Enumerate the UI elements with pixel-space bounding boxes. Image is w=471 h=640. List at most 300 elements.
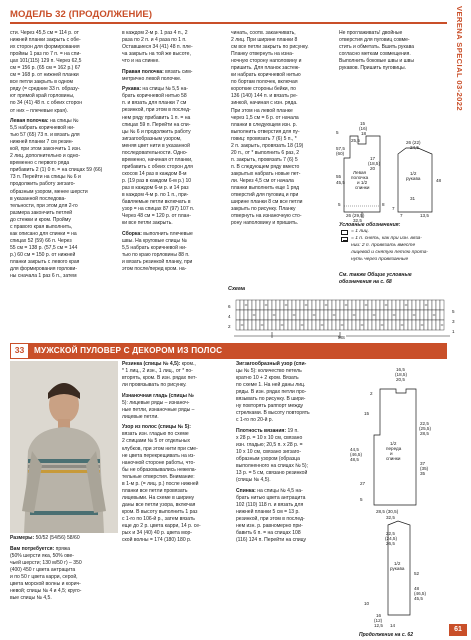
chart-cell	[412, 300, 416, 310]
chart-cell	[428, 320, 432, 330]
text-line: резинкой, при этом в послед-	[122, 107, 191, 114]
text-line: сти. Через 45,5 см = 114 р. от	[10, 30, 79, 36]
chart-cell	[432, 300, 436, 310]
chart-cell	[308, 320, 312, 330]
text-line: и вязать резинкой планку, при	[122, 258, 193, 265]
chart-cell	[356, 320, 360, 330]
chart-cell	[416, 310, 420, 320]
chart-cell	[368, 310, 372, 320]
text-line: (спицы № 4,5).	[236, 477, 271, 484]
chart-cell	[380, 300, 384, 310]
text-line: Вам потребуется: пряжа	[10, 545, 71, 552]
chart-cell	[352, 300, 356, 310]
chart-cell	[236, 320, 240, 330]
legend-item: нуть через провязанные	[351, 256, 409, 262]
text-line: рукавов. Пришить пуговицы.	[339, 65, 406, 72]
text-line: нижней планки 5 см = 13 р.	[236, 508, 300, 515]
text-line: (400) 450 г цвета антрацита	[10, 566, 76, 573]
chart-cell	[368, 320, 372, 330]
text-line: невой; спицы № 4 и 4,5; круго-	[10, 587, 82, 594]
chart-cell	[304, 310, 308, 320]
text-line: лицевые петли.	[122, 413, 159, 420]
legend-item: лицевой и снятую петлю прота-	[351, 249, 429, 255]
svg-text:44,5: 44,5	[350, 447, 359, 452]
chart-cell	[376, 320, 380, 330]
text-line: ну повторять раппорт между	[236, 403, 304, 410]
text-line: Спинка: на спицы № 4,5 на-	[236, 487, 303, 494]
chart-cell	[260, 310, 264, 320]
text-line: ской волны = 174 (180) 180 р.	[122, 537, 192, 544]
text-line: ширине планки 8 см все петли	[231, 199, 303, 206]
text-line: 2 п. закрыть, провязать 18 (19)	[231, 142, 304, 149]
text-line: планки в следующем изн. р.	[231, 121, 297, 128]
chart-cell	[276, 320, 280, 330]
chart-cell	[296, 320, 300, 330]
chart-cell	[344, 310, 348, 320]
svg-text:2: 2	[370, 391, 373, 396]
text-line: спицах 52 (59) 66 п. Через	[10, 237, 72, 244]
svg-text:и 1/2: и 1/2	[357, 180, 368, 185]
chart-cell	[344, 320, 348, 330]
chart-cell	[312, 300, 316, 310]
chart-cell	[336, 300, 340, 310]
chart-cell	[372, 300, 376, 310]
column-2-model-32	[122, 30, 225, 273]
text-line: в каждом 2-м р. 1 раз 4 п., 2	[122, 30, 188, 36]
chart-cell	[416, 320, 420, 330]
model-33-pattern-diagram	[350, 365, 447, 630]
chart-cell	[284, 320, 288, 330]
text-line: продолжить работу зигзаго-	[10, 181, 76, 188]
svg-text:48: 48	[414, 586, 420, 591]
chart-cell	[248, 300, 252, 310]
svg-text:15: 15	[360, 121, 366, 126]
text-line: этом после/перед кром. на-	[122, 266, 187, 272]
text-line: Рукава: на спицы № 5,5 на-	[122, 86, 188, 93]
text-line: Сборка: выполнить плечевые	[122, 230, 193, 237]
chart-cell	[384, 320, 388, 330]
svg-text:MS: MS	[338, 335, 345, 340]
svg-text:10: 10	[364, 601, 370, 606]
text-line: Изнаночная гладь (спицы №	[122, 392, 194, 399]
text-line: отверстия для пуговиц совме-	[339, 37, 410, 44]
chart-cell	[356, 300, 360, 310]
svg-text:(24,5): (24,5)	[385, 536, 398, 541]
svg-text:27: 27	[360, 481, 366, 486]
text-line: говиц: провязать 7 (6) 5 п., *	[231, 135, 297, 142]
chart-cell	[328, 320, 332, 330]
text-line: согласно меткам совмещения.	[339, 51, 411, 58]
knitting-chart-svg	[228, 294, 460, 340]
text-line: отвернуть на изнаночную сто-	[231, 213, 302, 220]
text-line: образным узором, менее шерсти	[10, 188, 88, 195]
chart-cell	[428, 310, 432, 320]
column-3-model-32	[231, 30, 334, 227]
text-line: рых и 34 (40) 40 р. цвета мор-	[122, 530, 192, 537]
text-line: Правая полочка: вязать сим-	[122, 68, 193, 75]
chart-cell	[396, 300, 400, 310]
text-line: тельные отверстия. Внимание:	[122, 473, 195, 480]
chart-cell	[244, 320, 248, 330]
text-line: Размеры: 50/52 (54/56) 58/60	[10, 535, 80, 541]
chart-cell	[264, 310, 268, 320]
text-line: узор = на спицах 87 (97) 107 п.	[122, 206, 195, 213]
chart-cell	[308, 310, 312, 320]
text-line: (116) 124 п. Перейти на спицу	[236, 537, 307, 544]
text-line: резинкой, при этом в послед-	[236, 515, 305, 522]
text-line: скосов 14 раз в каждом 8-м	[122, 170, 187, 177]
text-line: ряды. В изн. рядах петли про-	[236, 389, 307, 396]
text-line: Левая полочка: на спицы №	[10, 118, 79, 125]
magazine-side-label	[452, 6, 466, 116]
svg-text:1/2: 1/2	[394, 561, 401, 566]
text-line: 55 см = 138 р. (57,5 см = 144	[10, 244, 78, 251]
text-line: см = 156 р. (65 см = 162 р.) 67	[10, 65, 81, 72]
svg-text:52: 52	[414, 571, 420, 576]
svg-text:35: 35	[420, 471, 426, 476]
svg-text:рукава: рукава	[406, 176, 421, 181]
text-line: Оставшиеся 34 (41) 48 п. пле-	[122, 44, 193, 51]
knit-symbol-icon	[341, 230, 348, 235]
svg-text:20,5: 20,5	[396, 377, 405, 382]
text-line: последовательности. Одно-	[122, 149, 188, 156]
svg-text:(18,5): (18,5)	[395, 372, 408, 377]
text-line: для формирования горлови-	[10, 266, 78, 273]
text-line: как описано для спинки = на	[10, 230, 77, 237]
chart-cell	[240, 300, 244, 310]
chart-cell	[268, 300, 272, 310]
svg-text:1: 1	[452, 329, 455, 334]
text-line: х 28 р. = 10 х 10 см, связано	[236, 434, 303, 441]
text-line: клубков, при этом нити при сме-	[122, 445, 198, 452]
text-line: вязать изн. гладью по схеме	[122, 431, 189, 438]
chart-cell	[340, 300, 344, 310]
text-line: см все петли закрыть по рисунку.	[231, 44, 309, 51]
chart-cell	[288, 300, 292, 310]
page-header	[0, 0, 451, 28]
chart-cell	[268, 320, 272, 330]
text-line: см = 168 р. от нижней планки	[10, 72, 79, 79]
text-line: швы. На круговые спицы №	[122, 237, 187, 244]
chart-cell	[328, 310, 332, 320]
text-line: стрелками. В высоту повторять	[236, 410, 310, 417]
text-line: короткие стороны бейки, по	[231, 86, 296, 93]
text-line: вые спицы № 4,5.	[10, 594, 52, 601]
svg-text:(16): (16)	[359, 126, 368, 131]
chart-cell	[248, 320, 252, 330]
chart-cell	[388, 310, 392, 320]
knitting-chart	[228, 294, 460, 340]
svg-text:7: 7	[400, 213, 403, 218]
text-line: планки закрыть с левого края	[10, 259, 80, 265]
section-33-number: 33	[10, 343, 29, 359]
svg-text:Левая: Левая	[353, 170, 367, 175]
text-line: что и на спинке.	[122, 58, 160, 65]
text-line: все петли закрыть в одном	[10, 79, 73, 86]
continued-note: Продолжение на с. 62	[359, 632, 413, 638]
model-32-pattern-diagram	[336, 120, 446, 223]
text-line: планки выполнить еще 1 ряд	[231, 185, 300, 192]
page-header-title: МОДЕЛЬ 32 (ПРОДОЛЖЕНИЕ)	[10, 9, 153, 20]
pattern-bot-svg	[350, 365, 447, 630]
svg-text:(46,5): (46,5)	[350, 452, 363, 457]
svg-text:16,5: 16,5	[396, 367, 405, 372]
chart-cell	[400, 310, 404, 320]
svg-text:45,5: 45,5	[336, 180, 345, 185]
text-line: ча закрыть на той же высоте,	[122, 51, 191, 58]
svg-text:24,5: 24,5	[410, 145, 419, 150]
text-line: тью по краю горловины 88 п.	[122, 251, 190, 258]
text-line: п. и вязать для планки 7 см	[122, 100, 187, 107]
chart-cell	[392, 320, 396, 330]
text-line: изн. гладью; 20,5 п. х 28 р. =	[236, 442, 303, 449]
chart-cell	[260, 300, 264, 310]
chart-cell	[428, 300, 432, 310]
svg-text:22,5: 22,5	[420, 421, 429, 426]
svg-text:28,5: 28,5	[420, 431, 429, 436]
text-line: кой, при этом закончить 1 изн.	[10, 146, 82, 153]
page-number: 61	[449, 624, 467, 636]
text-line: выполнить отверстия для пу-	[231, 128, 300, 135]
text-line: вторять, кром. В изн. рядах пет-	[122, 375, 197, 382]
chart-cell	[300, 310, 304, 320]
text-line: кратно 10 + 2 кром. Вязать	[236, 375, 299, 382]
text-line: прибавить 2 (1) 0 п. = на спицах 59 (66)	[10, 167, 103, 174]
text-line: нижней планки 7 см резин-	[10, 139, 74, 146]
svg-text:2: 2	[228, 324, 231, 329]
chart-cell	[256, 310, 260, 320]
column-4-model-32	[339, 30, 447, 72]
chart-cell	[276, 310, 280, 320]
text-line: по схеме 1. На ней даны лиц.	[236, 382, 306, 389]
text-line: планки все петли провязать	[122, 487, 188, 494]
svg-text:48,5: 48,5	[350, 457, 359, 462]
text-line: ли провязывать по рисунку.	[122, 382, 187, 389]
chart-cell	[332, 320, 336, 330]
text-line: размера закончить петлей	[10, 209, 73, 216]
text-line: стить и обметать. Вшить рукава	[339, 44, 415, 51]
chart-cell	[436, 300, 440, 310]
text-line: * 1 лиц., 2 изн., 1 лиц., от * по-	[122, 368, 193, 375]
text-line: от них – плечевые края).	[10, 107, 69, 114]
chart-cell	[252, 320, 256, 330]
svg-text:8: 8	[382, 202, 385, 207]
chart-cell	[272, 320, 276, 330]
chart-cell	[364, 320, 368, 330]
text-line: до стежки и кром. Пройму	[10, 216, 71, 223]
text-line: 5): лицевые ряды – изнаноч-	[122, 399, 190, 406]
chart-cell	[240, 310, 244, 320]
text-line: При этом на левой планке	[231, 107, 293, 114]
svg-text:(18,5): (18,5)	[368, 161, 381, 166]
text-line: еще до 2 р. цвета карри, 14 р. се-	[122, 523, 201, 530]
section-33-title: МУЖСКОЙ ПУЛОВЕР С ДЕКОРОМ ИЗ ПОЛОС	[34, 346, 223, 355]
section-33-banner	[10, 343, 447, 359]
svg-text:13,5: 13,5	[420, 213, 429, 218]
text-line: вязывать по рисунку. В шири-	[236, 396, 306, 403]
svg-text:25,5: 25,5	[351, 138, 360, 143]
chart-cell	[292, 300, 296, 310]
text-line: Зигзагообразный узор (спи-	[236, 361, 307, 367]
chart-cell	[384, 310, 388, 320]
chart-cell	[364, 310, 368, 320]
chart-cell	[316, 310, 320, 320]
text-line: метрично левой полочке.	[122, 75, 182, 82]
chart-cell	[352, 320, 356, 330]
chart-cell	[268, 310, 272, 320]
text-line: цы № 5): количество петель	[236, 368, 302, 375]
chart-cell	[376, 300, 380, 310]
header-rule	[10, 22, 447, 24]
svg-text:(12): (12)	[374, 618, 383, 623]
text-line: 5,5 набрать коричневой ни-	[122, 244, 187, 251]
chart-cell	[348, 320, 352, 330]
svg-text:20: 20	[370, 166, 376, 171]
text-line: в каждом 4-м р. по 1 п., при-	[122, 192, 189, 199]
text-line: зигзагообразным узором,	[122, 135, 182, 142]
svg-text:4: 4	[228, 314, 231, 319]
text-line: с 1-го по 106-й р., затем вязать	[122, 515, 195, 522]
chart-cell	[340, 310, 344, 320]
text-line: бавить 6 п. = на спицах 108	[236, 530, 301, 537]
chart-cell	[236, 310, 240, 320]
chart-cell	[252, 300, 256, 310]
text-line: цы № 6 и продолжить работу	[122, 128, 191, 135]
svg-text:26,5: 26,5	[386, 541, 395, 546]
text-line: Не проглаживать! двойные	[339, 30, 403, 36]
text-line: прибавить с обеих сторон для	[122, 163, 193, 170]
svg-text:32,5: 32,5	[386, 515, 395, 520]
pattern-top-svg	[336, 120, 446, 223]
text-line: брать коричневой нитью 58	[122, 93, 187, 100]
chart-cell	[420, 310, 424, 320]
chart-cell	[360, 310, 364, 320]
svg-text:14: 14	[390, 623, 396, 628]
text-line: п. закрыть, провязать 7 (6) 5	[231, 156, 298, 163]
text-line: зинкой, начиная с изн. ряда.	[231, 100, 298, 107]
chart-cell	[336, 310, 340, 320]
legend	[339, 222, 447, 264]
text-line: с 1-го по 20-й р.	[236, 417, 274, 424]
chart-cell	[412, 320, 416, 330]
chart-cell	[324, 320, 328, 330]
text-line: меняя цвет нити в указанной	[122, 142, 190, 149]
chart-cell	[248, 310, 252, 320]
svg-text:полочка: полочка	[351, 175, 369, 180]
svg-text:(25,5): (25,5)	[419, 426, 432, 431]
svg-text:3: 3	[452, 319, 455, 324]
chart-cell	[272, 300, 276, 310]
text-line: и по 50 г цвета карри, серой,	[10, 573, 78, 580]
text-line: 2 лиц. При ширине планки 8	[231, 37, 298, 44]
text-line: 20 п., от * выполнить 6 раз, 2	[231, 149, 300, 156]
text-line: раза по 2 п. и 4 раза по 1 п.	[122, 37, 187, 44]
chart-cell	[292, 320, 296, 330]
svg-text:5: 5	[338, 202, 341, 207]
chart-cell	[308, 300, 312, 310]
text-line: не цвета перекрещивать на из-	[122, 452, 196, 459]
svg-text:31: 31	[410, 196, 416, 201]
text-line: лицевыми. На схеме в ширину	[122, 494, 195, 501]
text-line: ют прямой край горловины,	[10, 93, 75, 100]
chart-cell	[300, 300, 304, 310]
text-line: ряду (= средние 33 п. образу-	[10, 86, 80, 93]
column-1-model-33	[10, 535, 118, 602]
text-line: 73 п. Перейти на спицы № 6 и	[10, 174, 81, 181]
chart-cell	[316, 320, 320, 330]
text-line: п. В следующем ряду вместо	[231, 163, 300, 170]
svg-text:(60): (60)	[336, 151, 345, 156]
svg-text:1/2: 1/2	[410, 171, 417, 176]
svg-text:12,5: 12,5	[374, 623, 383, 628]
svg-text:1/2: 1/2	[390, 441, 397, 446]
chart-cell	[312, 320, 316, 330]
svg-text:и: и	[390, 451, 393, 456]
see-also-note: См. также Общие условные обозначения на с. 68	[339, 272, 412, 285]
chart-cell	[348, 300, 352, 310]
chart-cell	[356, 310, 360, 320]
text-line: ки все петли закрыть.	[122, 220, 173, 227]
chart-cell	[408, 310, 412, 320]
svg-text:48: 48	[436, 178, 442, 183]
chart-cell	[388, 320, 392, 330]
chart-cell	[404, 320, 408, 330]
svg-text:5: 5	[452, 309, 455, 314]
svg-text:(35): (35)	[420, 466, 429, 471]
text-line: р. (19 раз в каждом 6-м р.) 10	[122, 177, 192, 184]
chart-cell	[256, 300, 260, 310]
chart-cell	[408, 320, 412, 330]
text-line: цвета морской волны и корич-	[10, 580, 81, 587]
chart-cell	[376, 310, 380, 320]
text-line: проймы 1 раз по 7 п. = на спи-	[10, 51, 81, 58]
column-3-model-33	[236, 361, 344, 544]
chart-cell	[316, 300, 320, 310]
text-line: 13 р. = 5 см, связано резинкой	[236, 470, 308, 477]
chart-cell	[408, 300, 412, 310]
svg-text:18: 18	[361, 131, 367, 136]
chart-cell	[320, 310, 324, 320]
text-line: отверстий для пуговиц и при	[231, 192, 299, 199]
chart-cell	[284, 310, 288, 320]
svg-text:22,5: 22,5	[386, 531, 395, 536]
text-line: в указанной последова-	[10, 195, 66, 202]
column-1-model-32	[10, 30, 113, 280]
text-line: ки набрать коричневой нитью	[231, 72, 301, 79]
text-line: в 1-м р. (= лиц. р.) после нижней	[122, 480, 199, 487]
chart-cell	[288, 310, 292, 320]
svg-text:28,5 (30,5): 28,5 (30,5)	[376, 509, 399, 514]
svg-text:45,5: 45,5	[414, 596, 423, 601]
text-line: 2 спицами № 5 от отдельных	[122, 438, 191, 445]
chart-cell	[244, 310, 248, 320]
text-line: тью 57 (65) 73 п. и вязать для	[10, 132, 80, 139]
chart-cell	[424, 320, 428, 330]
chart-cell	[332, 300, 336, 310]
text-line: рону наполовину и пришить.	[231, 220, 299, 227]
chart-cell	[296, 310, 300, 320]
chart-cell	[328, 300, 332, 310]
text-line: ночную сторону наполовину и	[231, 58, 302, 65]
svg-text:спинки: спинки	[386, 456, 401, 461]
legend-item: = 1 п. снять, как при изн. вяза-	[339, 236, 447, 243]
chart-cell	[296, 300, 300, 310]
svg-text:26 (22): 26 (22)	[406, 140, 421, 145]
chart-cell	[256, 320, 260, 330]
svg-text:26 (29,5): 26 (29,5)	[346, 213, 365, 218]
svg-text:5: 5	[336, 130, 339, 135]
chart-cell	[380, 310, 384, 320]
